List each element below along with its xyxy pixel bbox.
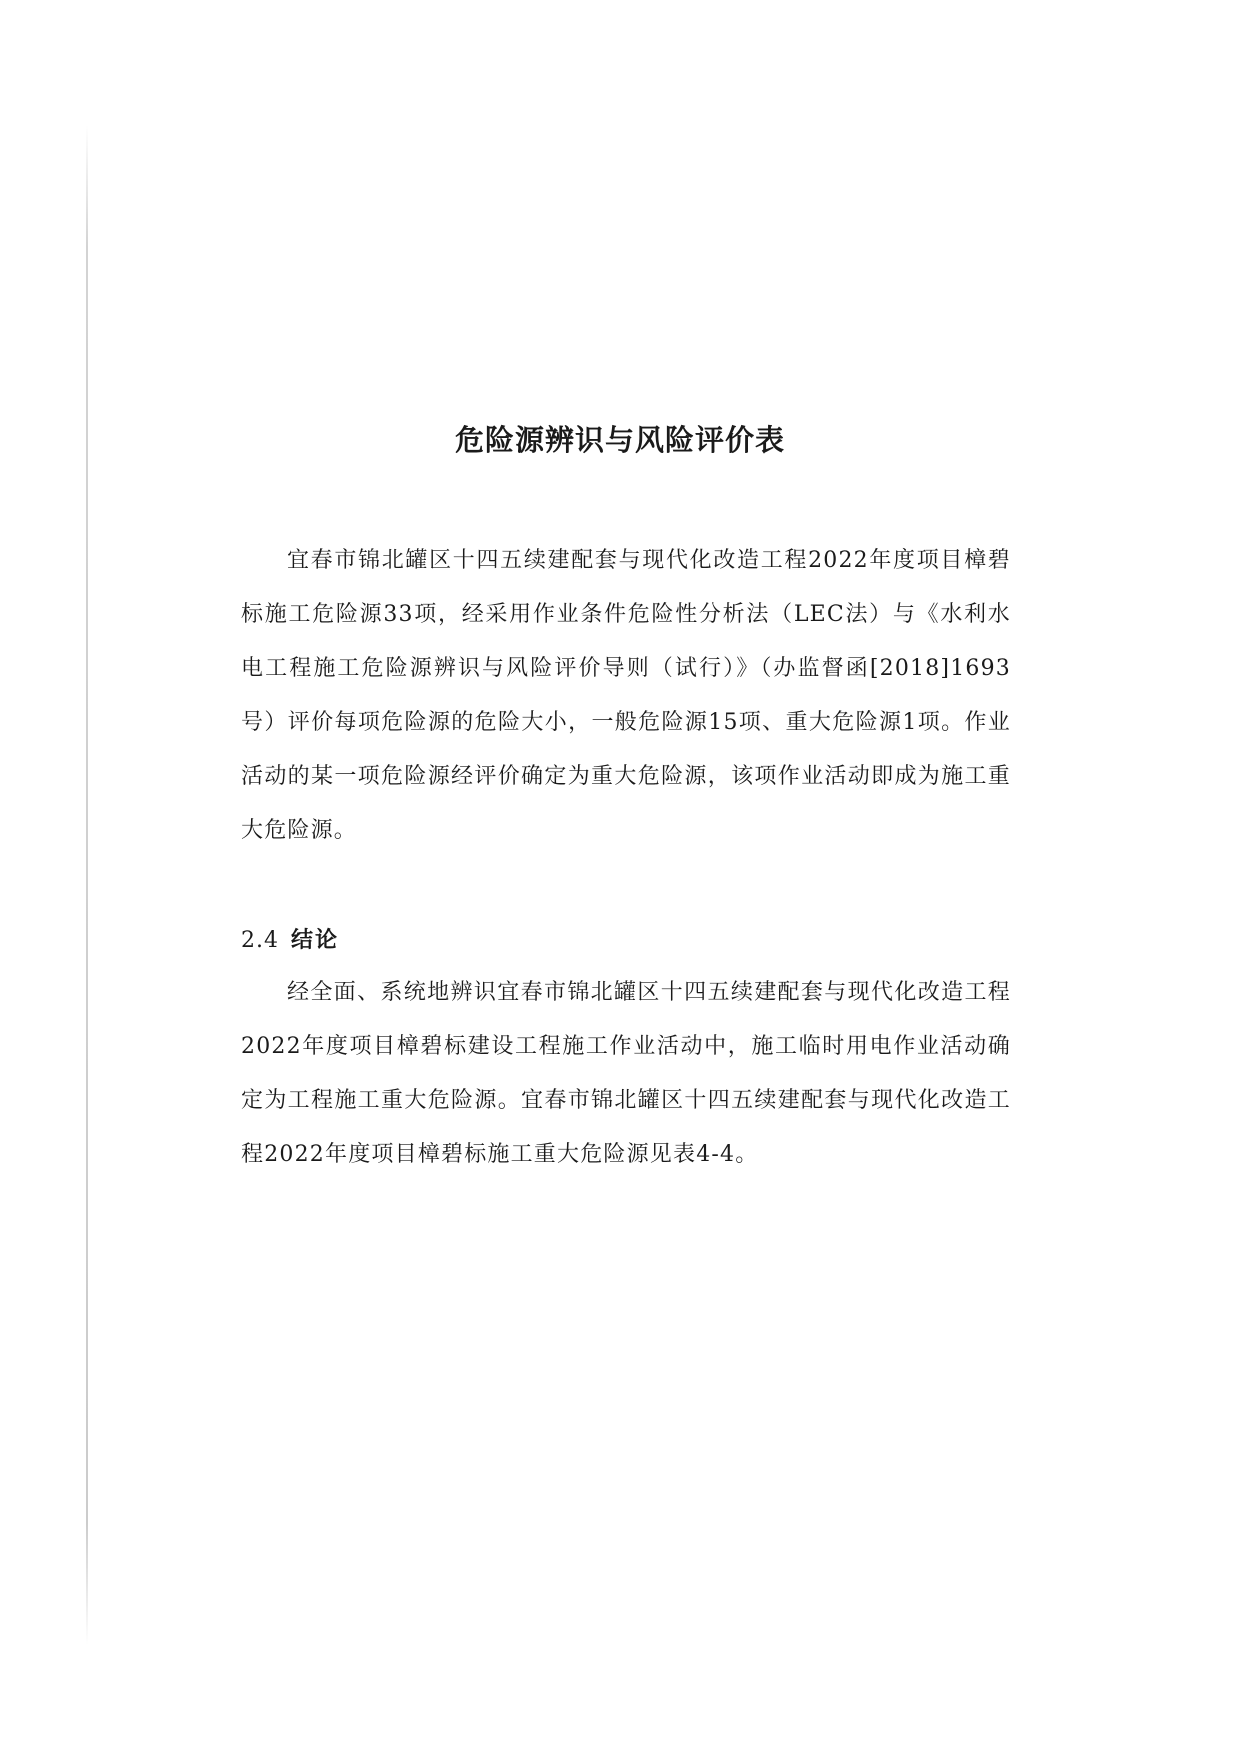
section-heading: [241, 920, 339, 961]
conclusion-paragraph: 经全面、系统地辨识宜春市锦北罐区十四五续建配套与现代化改造工程2022年度项目樟碧标建设工程施工作业活动中，施工临时用电作业活动确定为工程施工重大危险源。宜春市锦北罐区十四五续建配套与现代化改造工程2022年度项目樟碧标施工重大危险源见表4-4。: [241, 980, 1011, 1167]
section-label: 结论: [291, 927, 340, 953]
scan-binding-edge: [86, 125, 88, 1645]
intro-paragraph: 宜春市锦北罐区十四五续建配套与现代化改造工程2022年度项目樟碧标施工危险源33项，经采用作业条件危险性分析法（LEC法）与《水利水电工程施工危险源辨识与风险评价导则（试行）》（办监督函[2018]1693号）评价每项危险源的危险大小，一般危险源15项、重大危险源1项。作业活动的某一项危险源经评价确定为重大危险源，该项作业活动即成为施工重大危险源。: [241, 548, 1011, 843]
section-number: 2.4: [241, 928, 279, 953]
page-title: 危险源辨识与风险评价表: [454, 423, 785, 457]
